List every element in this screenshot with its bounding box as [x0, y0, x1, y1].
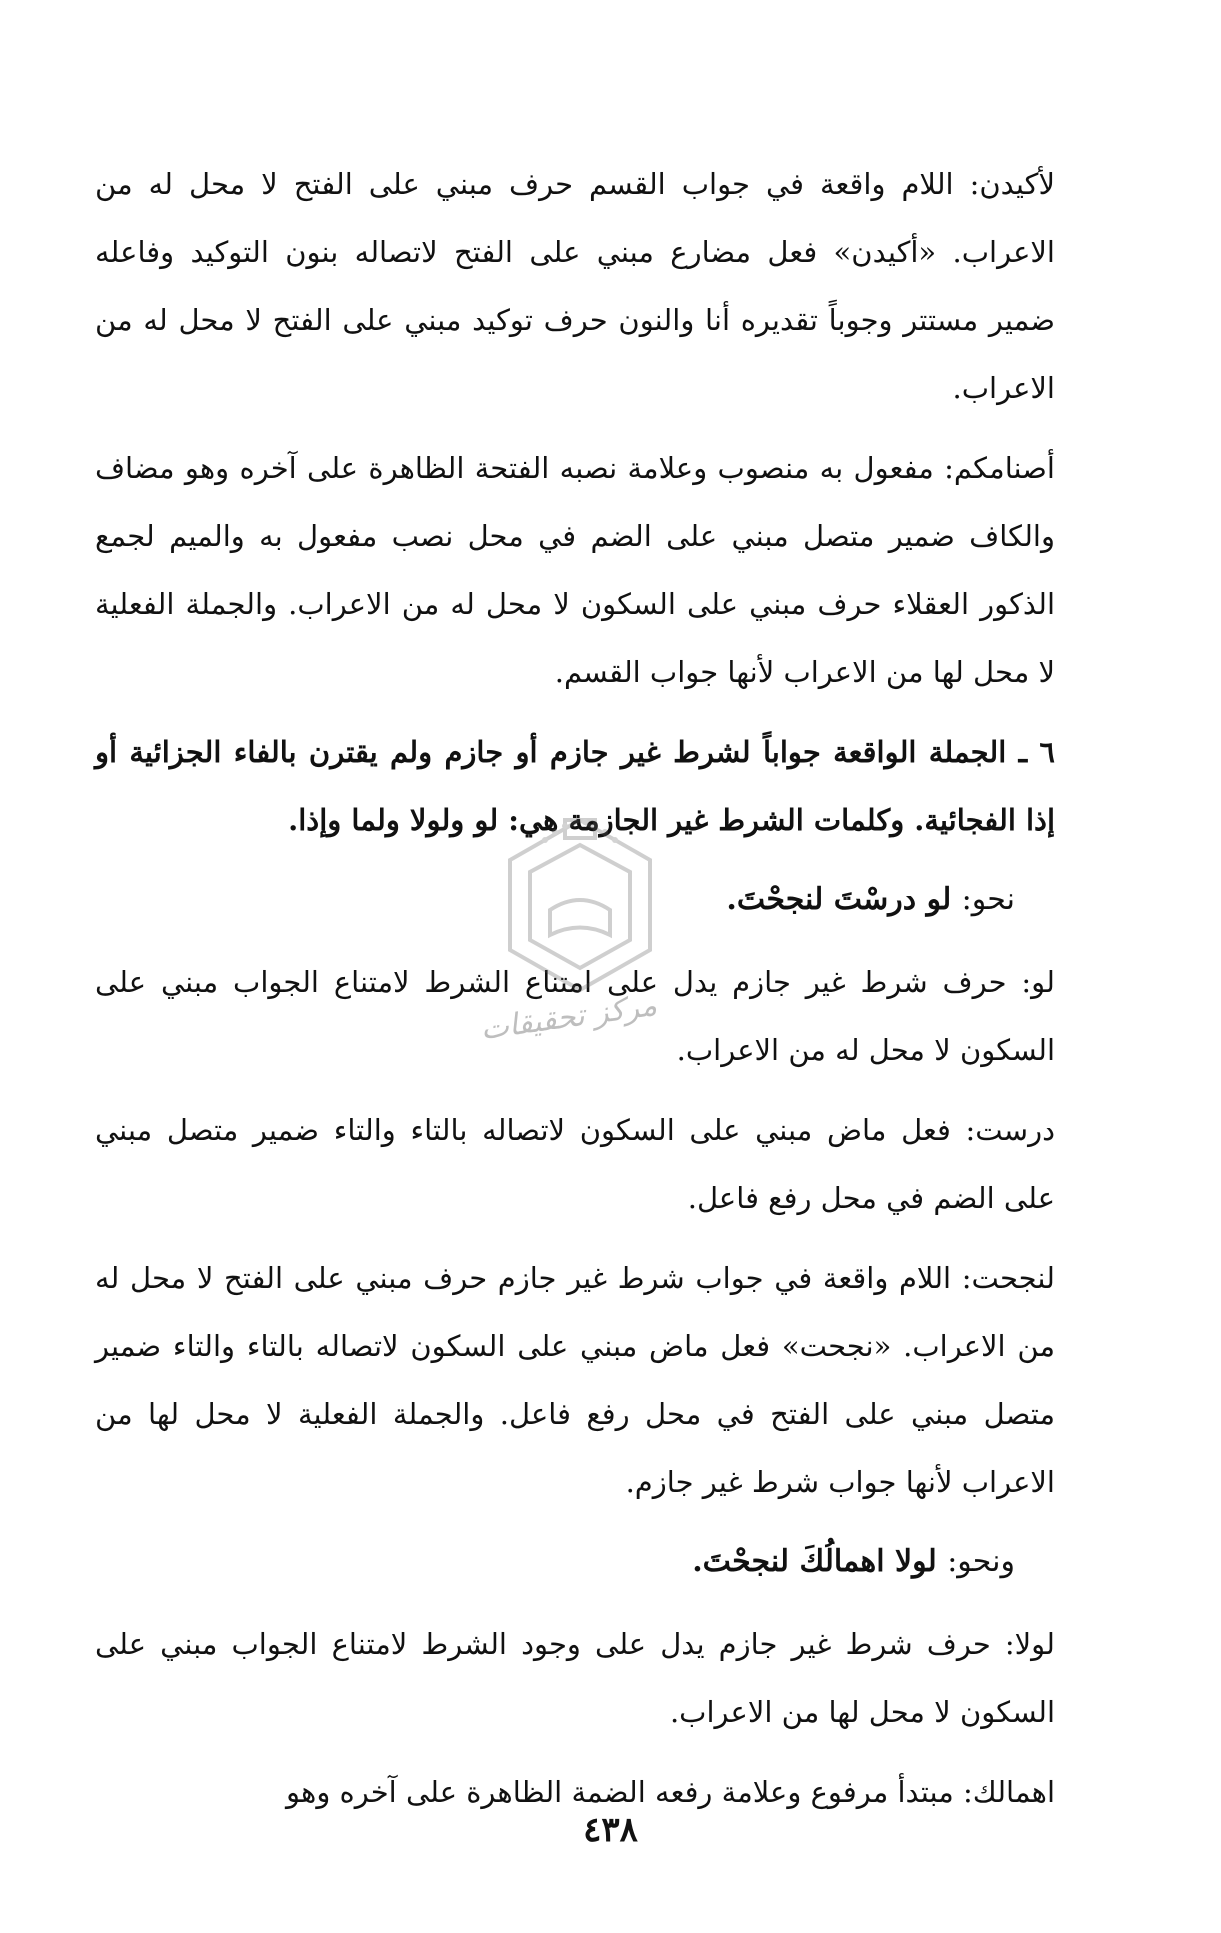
paragraph-rule-six: ٦ ـ الجملة الواقعة جواباً لشرط غير جازم أو جازم ولم يقترن بالفاء الجزائية أو إذا الفجائية. وكلمات الشرط غير الجازمة هي: لو ولولا ولما وإذا. [95, 735, 1055, 837]
example-law [95, 866, 1055, 934]
paragraph-darasta: درست: فعل ماض مبني على السكون لاتصاله بالتاء والتاء ضمير متصل مبني على الضم في محل رفع فاعل. [95, 1113, 1055, 1215]
paragraph-lanajahta: لنجحت: اللام واقعة في جواب شرط غير جازم حرف مبني على الفتح لا محل له من الاعراب. «نجحت» فعل ماض مبني على السكون لاتصاله بالتاء والتاء ضمير متصل مبني على الفتح في محل رفع فاعل. والجملة الفعلية لا محل لها من الاعراب لأنها جواب شرط غير جازم. [95, 1261, 1055, 1499]
page-body [95, 150, 1055, 1838]
example-prefix: نحو: [961, 882, 1015, 917]
example-lawla [95, 1528, 1055, 1596]
watermark-text: مركز تحقيقات [478, 987, 660, 1048]
example-prefix: ونحو: [947, 1544, 1015, 1579]
example-sentence: لولا اهمالُكَ لنجحْتَ. [692, 1544, 937, 1579]
example-sentence: لو درسْتَ لنجحْتَ. [726, 882, 952, 917]
paragraph-law: لو: حرف شرط غير جازم يدل على امتناع الشرط لامتناع الجواب مبني على السكون لا محل له من الاعراب. [95, 965, 1055, 1067]
paragraph-lakidanna: لأكيدن: اللام واقعة في جواب القسم حرف مبني على الفتح لا محل له من الاعراب. «أكيدن» فعل مضارع مبني على الفتح لاتصاله بنون التوكيد وفاعله ضمير مستتر وجوباً تقديره أنا والنون حرف توكيد مبني على الفتح لا محل له من الاعراب. [95, 167, 1055, 405]
paragraph-lawla: لولا: حرف شرط غير جازم يدل على وجود الشرط لامتناع الجواب مبني على السكون لا محل لها من الاعراب. [95, 1627, 1055, 1729]
page-number: ٤٣٨ [583, 1810, 638, 1850]
paragraph-ihmaluka: اهمالك: مبتدأ مرفوع وعلامة رفعه الضمة الظاهرة على آخره وهو [286, 1775, 1055, 1809]
paragraph-asnamakum: أصنامكم: مفعول به منصوب وعلامة نصبه الفتحة الظاهرة على آخره وهو مضاف والكاف ضمير متصل مبني على الضم في محل نصب مفعول به والميم لجمع الذكور العقلاء حرف مبني على السكون لا محل له من الاعراب. والجملة الفعلية لا محل لها من الاعراب لأنها جواب القسم. [95, 451, 1055, 689]
